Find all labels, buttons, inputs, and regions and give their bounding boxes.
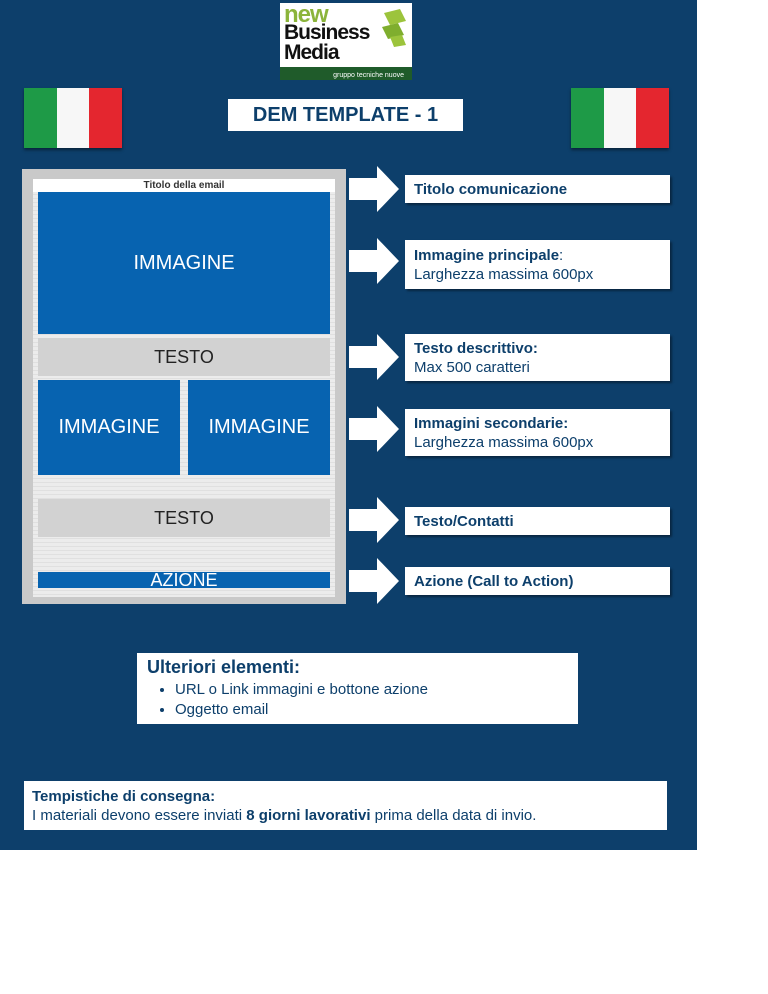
- label-call-to-action: [405, 567, 670, 595]
- delivery-box: [24, 781, 667, 830]
- secondary-image-right: IMMAGINE: [188, 380, 330, 475]
- further-elements-list: [147, 680, 568, 720]
- arrow-right-icon: [349, 236, 399, 286]
- label-main-image: [405, 240, 670, 289]
- page-title: DEM TEMPLATE - 1: [228, 99, 463, 131]
- delivery-text: [32, 806, 659, 825]
- text-block-2: TESTO: [38, 499, 330, 537]
- further-elements-box: [137, 653, 578, 724]
- label-description-detail: Max 500 caratteri: [414, 358, 530, 376]
- label-contacts-text: Testo/Contatti: [414, 512, 514, 530]
- label-secondary-heading: Immagini secondarie:: [414, 414, 569, 432]
- list-item: • Oggetto email: [175, 700, 568, 720]
- logo-tagline-bar: [280, 67, 412, 80]
- text-block-1: TESTO: [38, 338, 330, 376]
- arrow-right-icon: [349, 332, 399, 382]
- italian-flag-right-icon: [571, 88, 669, 148]
- arrow-right-icon: [349, 164, 399, 214]
- label-secondary-detail: Larghezza massima 600px: [414, 433, 594, 451]
- further-elements-title: Ulteriori elementi:: [147, 657, 301, 677]
- label-title-communication: [405, 175, 670, 203]
- arrow-right-icon: [349, 404, 399, 454]
- logo-tagline: gruppo tecniche nuove: [333, 72, 404, 79]
- logo-word-business: Business: [284, 21, 370, 44]
- label-main-image-colon: :: [559, 246, 564, 264]
- email-template-canvas: [33, 179, 335, 597]
- delivery-text-bold: 8 giorni lavorativi: [246, 807, 371, 824]
- logo-cube-icon: [380, 9, 408, 47]
- label-main-image-heading: [414, 246, 661, 265]
- italian-flag-left-icon: [24, 88, 122, 148]
- email-title-header: Titolo della email: [33, 179, 335, 192]
- arrow-right-icon: [349, 556, 399, 606]
- label-title-text: Titolo comunicazione: [414, 180, 568, 198]
- label-text-contacts: [405, 507, 670, 535]
- label-description-heading: Testo descrittivo:: [414, 339, 538, 357]
- delivery-text-before: I materiali devono essere inviati: [32, 807, 247, 824]
- email-template-mockup: [22, 169, 346, 604]
- logo-word-new: new: [284, 1, 328, 28]
- action-block: AZIONE: [38, 572, 330, 588]
- delivery-text-after: prima della data di invio.: [370, 807, 537, 824]
- delivery-title: Tempistiche di consegna:: [32, 788, 216, 805]
- logo-word-media: Media: [284, 41, 339, 64]
- list-item: • URL o Link immagini e bottone azione: [175, 680, 568, 700]
- secondary-image-left: IMMAGINE: [38, 380, 180, 475]
- new-business-media-logo: [280, 3, 412, 80]
- main-image-block: IMMAGINE: [38, 192, 330, 334]
- label-main-image-bold: Immagine principale: [414, 246, 560, 264]
- label-description-text: [405, 334, 670, 381]
- label-main-image-detail: Larghezza massima 600px: [414, 265, 594, 283]
- arrow-right-icon: [349, 495, 399, 545]
- label-action-text: Azione (Call to Action): [414, 572, 574, 590]
- label-secondary-images: [405, 409, 670, 456]
